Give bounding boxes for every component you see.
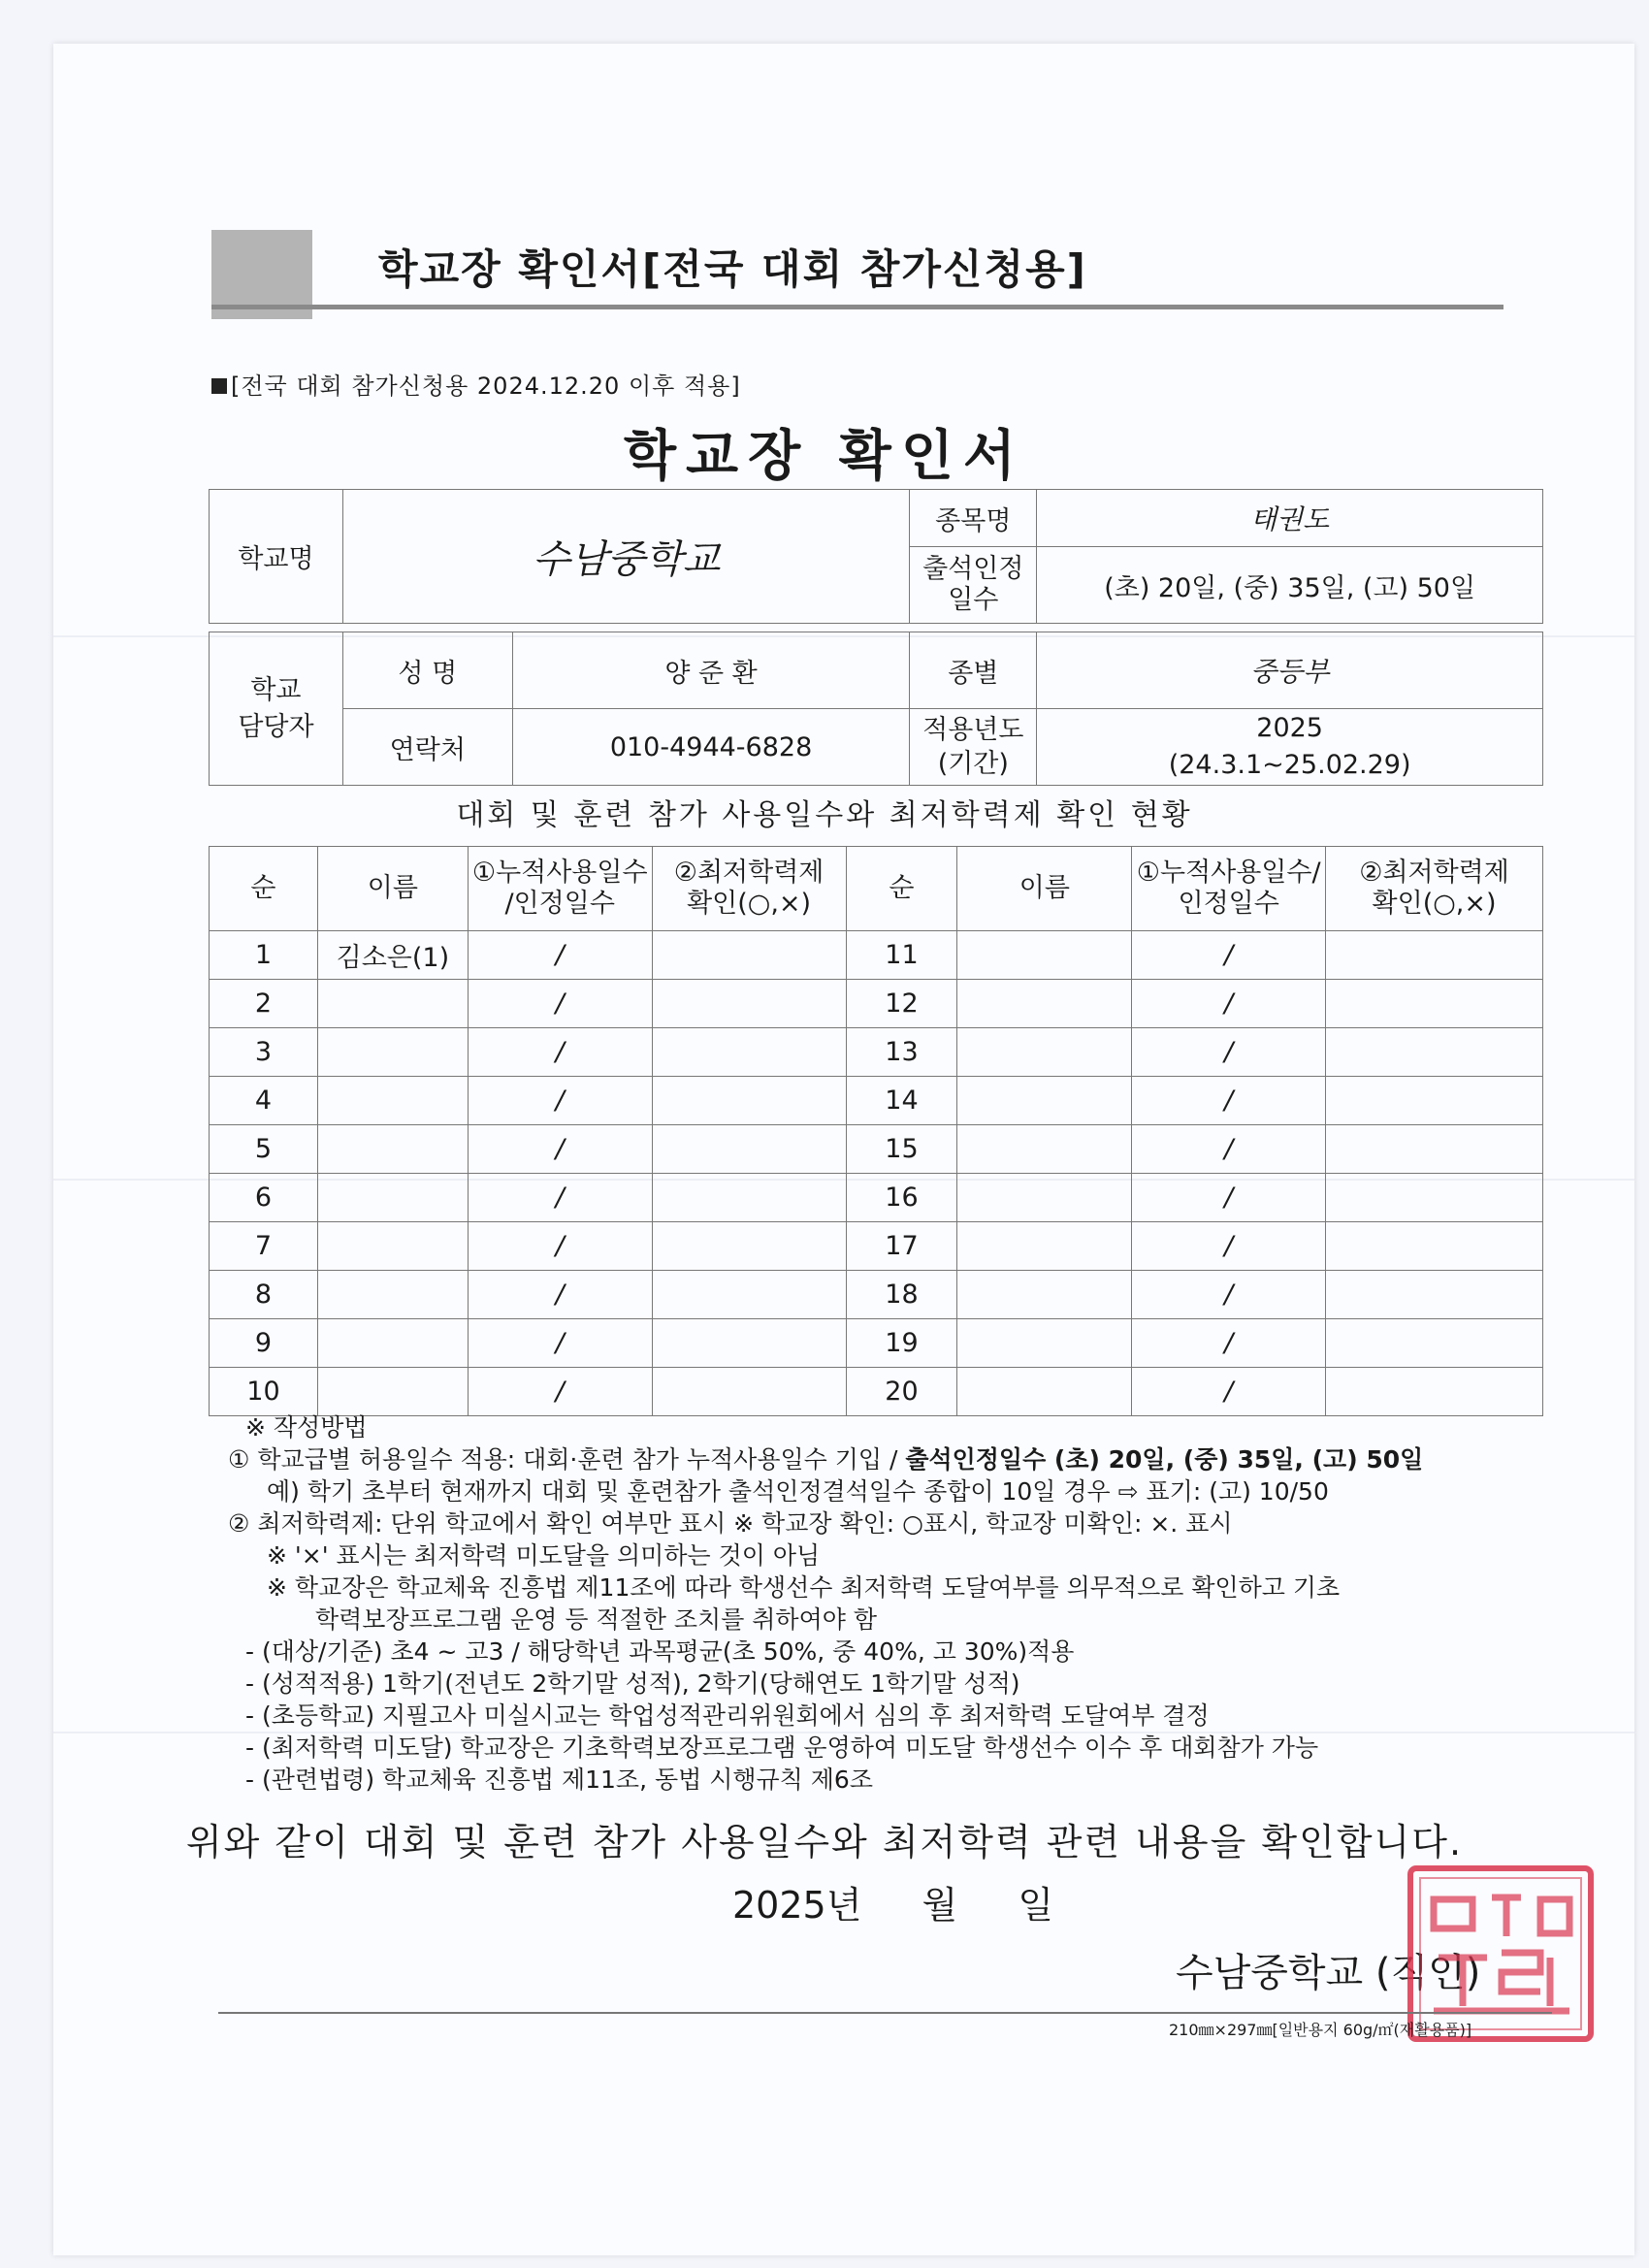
row-name-right	[957, 1222, 1132, 1271]
col-no-left: 순	[210, 847, 318, 931]
date-year: 2025년	[732, 1884, 862, 1927]
date-month: 월	[922, 1884, 958, 1927]
row-no-right: 18	[846, 1271, 957, 1319]
row-check-left	[652, 1028, 846, 1077]
division-value: 중등부	[1037, 632, 1543, 709]
row-name-left	[317, 1319, 468, 1368]
row-name-left	[317, 1125, 468, 1174]
row-no-left: 10	[210, 1368, 318, 1416]
row-name-left	[317, 1077, 468, 1125]
col-days-left: ①누적사용일수 /인정일수	[468, 847, 652, 931]
row-check-right	[1326, 1222, 1543, 1271]
row-days-left: /	[468, 1368, 652, 1416]
row-no-left: 8	[210, 1271, 318, 1319]
row-no-right: 12	[846, 980, 957, 1028]
row-check-right	[1326, 1077, 1543, 1125]
row-check-right	[1326, 1028, 1543, 1077]
guide-detail-3: - (초등학교) 지필고사 미실시교는 학업성적관리위원회에서 심의 후 최저학력 도달여부 결정	[245, 1701, 1210, 1730]
row-check-right	[1326, 1125, 1543, 1174]
row-name-left	[317, 1028, 468, 1077]
row-check-left	[652, 1077, 846, 1125]
table-row	[210, 1125, 1543, 1174]
row-name-right	[957, 1271, 1132, 1319]
row-no-right: 13	[846, 1028, 957, 1077]
row-name-left	[317, 1368, 468, 1416]
row-no-left: 9	[210, 1319, 318, 1368]
notice-line	[211, 367, 741, 401]
row-days-right: /	[1132, 1271, 1326, 1319]
row-days-right: /	[1132, 980, 1326, 1028]
banner-rule	[211, 305, 1504, 309]
col-name-left: 이름	[317, 847, 468, 931]
guide-detail-2: - (성적적용) 1학기(전년도 2학기말 성적), 2학기(당해연도 1학기말 성적)	[245, 1669, 1020, 1698]
row-days-left: /	[468, 1174, 652, 1222]
guide-detail-5: - (관련법령) 학교체육 진흥법 제11조, 동법 시행규칙 제6조	[245, 1766, 873, 1794]
date-day: 일	[1018, 1884, 1054, 1927]
row-name-left	[317, 1174, 468, 1222]
row-days-right: /	[1132, 931, 1326, 980]
contact-label: 연락처	[342, 709, 512, 786]
guide-item-1	[228, 1443, 1586, 1475]
row-days-left: /	[468, 1222, 652, 1271]
row-name-right	[957, 931, 1132, 980]
row-check-left	[652, 1271, 846, 1319]
name-value: 양 준 환	[512, 632, 910, 709]
col-days-right: ①누적사용일수/ 인정일수	[1132, 847, 1326, 931]
row-no-right: 19	[846, 1319, 957, 1368]
row-check-right	[1326, 1271, 1543, 1319]
confirm-statement: 위와 같이 대회 및 훈련 참가 사용일수와 최저학력 관련 내용을 확인합니다.	[185, 1821, 1464, 1863]
info-table	[209, 489, 1543, 786]
table-row	[210, 1319, 1543, 1368]
col-check-right: ②최저학력제 확인(○,×)	[1326, 847, 1543, 931]
year-label: 적용년도 (기간)	[910, 709, 1037, 786]
row-name-right	[957, 1125, 1132, 1174]
row-name-right	[957, 1028, 1132, 1077]
school-name: 수남중학교	[342, 490, 909, 624]
guide-heading: ※ 작성방법	[245, 1413, 368, 1442]
guide-item-1-bold: 출석인정일수 (초) 20일, (중) 35일, (고) 50일	[905, 1445, 1424, 1474]
row-name-left	[317, 1271, 468, 1319]
row-name-right	[957, 1077, 1132, 1125]
guide-item-1-example: 예) 학기 초부터 현재까지 대회 및 훈련참가 출석인정결석일수 종합이 10일 경우 ⇨ 표기: (고) 10/50	[267, 1477, 1329, 1506]
row-days-left: /	[468, 1319, 652, 1368]
writing-guide	[228, 1411, 1586, 1796]
date-line	[732, 1875, 1053, 1928]
row-no-right: 11	[846, 931, 957, 980]
table-row	[210, 1174, 1543, 1222]
attend-value: (초) 20일, (중) 35일, (고) 50일	[1037, 547, 1543, 624]
row-name-left	[317, 1222, 468, 1271]
col-check-left: ②최저학력제 확인(○,×)	[652, 847, 846, 931]
event-label: 종목명	[910, 490, 1037, 547]
row-name-right	[957, 1174, 1132, 1222]
attend-label: 출석인정 일수	[910, 547, 1037, 624]
participation-table	[209, 846, 1543, 1416]
row-no-left: 6	[210, 1174, 318, 1222]
period-value: (24.3.1~25.02.29)	[1168, 750, 1411, 780]
col-name-right: 이름	[957, 847, 1132, 931]
row-no-right: 15	[846, 1125, 957, 1174]
bottom-rule	[218, 2012, 1552, 2014]
row-check-left	[652, 980, 846, 1028]
row-days-left: /	[468, 1125, 652, 1174]
row-days-right: /	[1132, 1028, 1326, 1077]
row-check-right	[1326, 1368, 1543, 1416]
contact-value: 010-4944-6828	[512, 709, 910, 786]
square-bullet-icon	[211, 378, 227, 394]
row-no-left: 7	[210, 1222, 318, 1271]
row-name-right	[957, 1368, 1132, 1416]
row-name-left: 김소은(1)	[317, 931, 468, 980]
row-check-left	[652, 1368, 846, 1416]
row-days-right: /	[1132, 1174, 1326, 1222]
row-check-left	[652, 1174, 846, 1222]
row-days-right: /	[1132, 1222, 1326, 1271]
division-label: 종별	[910, 632, 1037, 709]
banner-title: 학교장 확인서[전국 대회 참가신청용]	[378, 245, 1087, 293]
document-title: 학교장 확인서	[623, 425, 1026, 488]
table-row	[210, 1222, 1543, 1271]
table-row	[210, 980, 1543, 1028]
row-days-right: /	[1132, 1319, 1326, 1368]
notice-text: [전국 대회 참가신청용 2024.12.20 이후 적용]	[231, 373, 741, 400]
row-check-left	[652, 1222, 846, 1271]
school-label: 학교명	[210, 490, 343, 624]
row-check-left	[652, 1125, 846, 1174]
row-no-left: 1	[210, 931, 318, 980]
sign-school: 수남중학교	[1176, 1951, 1364, 1995]
row-no-right: 14	[846, 1077, 957, 1125]
table-row	[210, 1368, 1543, 1416]
row-check-left	[652, 1319, 846, 1368]
row-no-left: 3	[210, 1028, 318, 1077]
status-title: 대회 및 훈련 참가 사용일수와 최저학력제 확인 현황	[456, 798, 1193, 832]
row-no-left: 5	[210, 1125, 318, 1174]
row-check-right	[1326, 1319, 1543, 1368]
row-check-left	[652, 931, 846, 980]
guide-detail-1: - (대상/기준) 초4 ~ 고3 / 해당학년 과목평균(초 50%, 중 40%, 고 30%)적용	[245, 1637, 1075, 1666]
guide-detail-4: - (최저학력 미도달) 학교장은 기초학력보장프로그램 운영하여 미도달 학생선수 이수 후 대회참가 가능	[245, 1733, 1319, 1762]
guide-item-2: ② 최저학력제: 단위 학교에서 확인 여부만 표시 ※ 학교장 확인: ○표시, 학교장 미확인: ×. 표시	[228, 1509, 1233, 1538]
event-value: 태권도	[1037, 490, 1543, 547]
table-row	[210, 931, 1543, 980]
row-no-left: 2	[210, 980, 318, 1028]
row-days-left: /	[468, 1271, 652, 1319]
col-no-right: 순	[846, 847, 957, 931]
row-days-left: /	[468, 1077, 652, 1125]
guide-note-2b: 학력보장프로그램 운영 등 적절한 조치를 취하여야 함	[315, 1605, 877, 1634]
row-name-right	[957, 980, 1132, 1028]
year-value: 2025	[1256, 713, 1323, 744]
manager-label: 학교 담당자	[210, 632, 343, 786]
paper-spec: 210㎜×297㎜[일반용지 60g/㎡(재활용품)]	[1169, 2021, 1472, 2039]
row-days-left: /	[468, 1028, 652, 1077]
row-name-left	[317, 980, 468, 1028]
row-days-right: /	[1132, 1125, 1326, 1174]
guide-note-2a: ※ 학교장은 학교체육 진흥법 제11조에 따라 학생선수 최저학력 도달여부를 의무적으로 확인하고 기초	[267, 1573, 1341, 1602]
row-no-right: 20	[846, 1368, 957, 1416]
sign-seal-label: (직인)	[1374, 1951, 1481, 1995]
table-header-row	[210, 847, 1543, 931]
row-days-right: /	[1132, 1077, 1326, 1125]
row-no-right: 16	[846, 1174, 957, 1222]
row-no-right: 17	[846, 1222, 957, 1271]
row-check-right	[1326, 980, 1543, 1028]
table-row	[210, 1271, 1543, 1319]
row-name-right	[957, 1319, 1132, 1368]
row-check-right	[1326, 1174, 1543, 1222]
row-days-left: /	[468, 931, 652, 980]
row-days-right: /	[1132, 1368, 1326, 1416]
table-row	[210, 1077, 1543, 1125]
table-row	[210, 1028, 1543, 1077]
guide-item-1-text: ① 학교급별 허용일수 적용: 대회·훈련 참가 누적사용일수 기입 /	[228, 1445, 906, 1474]
guide-note-1: ※ '×' 표시는 최저학력 미도달을 의미하는 것이 아님	[267, 1541, 821, 1570]
row-no-left: 4	[210, 1077, 318, 1125]
row-check-right	[1326, 931, 1543, 980]
row-days-left: /	[468, 980, 652, 1028]
name-label: 성 명	[342, 632, 512, 709]
year-cell	[1037, 709, 1543, 786]
